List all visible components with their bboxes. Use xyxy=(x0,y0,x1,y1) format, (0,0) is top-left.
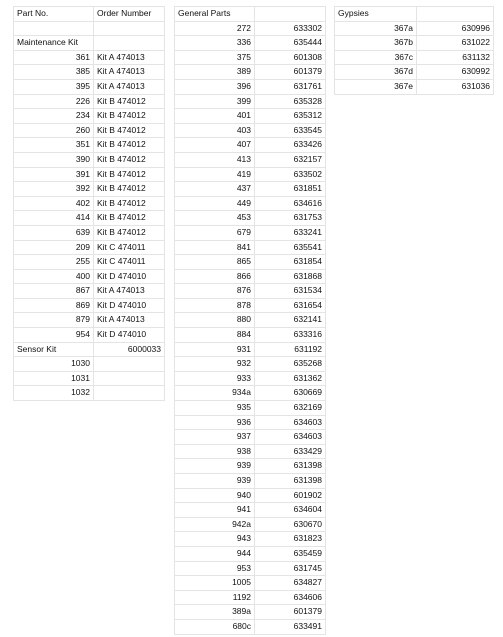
part-no-cell: 944 xyxy=(175,546,255,561)
table-row xyxy=(14,211,165,226)
gypsies-title: Gypsies xyxy=(335,7,417,22)
part-no-cell: 942a xyxy=(175,517,255,532)
order-number-cell: 632157 xyxy=(255,152,326,167)
table-row xyxy=(14,255,165,270)
part-no-cell: 938 xyxy=(175,444,255,459)
table-row xyxy=(175,517,326,532)
table-row xyxy=(175,619,326,634)
table-row xyxy=(14,298,165,313)
part-no-cell: 940 xyxy=(175,488,255,503)
part-no-cell: 395 xyxy=(14,79,94,94)
order-number-cell: 631192 xyxy=(255,342,326,357)
part-no-cell: 407 xyxy=(175,138,255,153)
order-number-cell: 631854 xyxy=(255,255,326,270)
order-number-cell: 631362 xyxy=(255,371,326,386)
sensor-kit-label: Sensor Kit xyxy=(14,342,94,357)
table-row xyxy=(14,123,165,138)
part-no-cell: 375 xyxy=(175,50,255,65)
part-no-cell: 367c xyxy=(335,50,417,65)
part-no-cell: 1031 xyxy=(14,371,94,386)
order-number-cell: 633426 xyxy=(255,138,326,153)
table-row xyxy=(175,459,326,474)
table-row xyxy=(335,36,494,51)
part-no-cell: 437 xyxy=(175,182,255,197)
part-no-cell: 453 xyxy=(175,211,255,226)
order-number-cell: 630670 xyxy=(255,517,326,532)
part-no-cell: 943 xyxy=(175,532,255,547)
part-no-cell: 931 xyxy=(175,342,255,357)
table-row xyxy=(175,444,326,459)
order-number-cell: 631654 xyxy=(255,298,326,313)
part-no-cell: 255 xyxy=(14,255,94,270)
table-row xyxy=(14,328,165,343)
table-row xyxy=(14,357,165,372)
part-no-header: Part No. xyxy=(14,7,94,22)
part-no-cell: 939 xyxy=(175,459,255,474)
order-number-cell: Kit D 474010 xyxy=(94,298,165,313)
part-no-cell: 400 xyxy=(14,269,94,284)
order-number-cell: 633316 xyxy=(255,328,326,343)
table-row xyxy=(14,240,165,255)
part-no-cell: 389 xyxy=(175,65,255,80)
order-number-cell: Kit B 474012 xyxy=(94,196,165,211)
order-number-cell: 631398 xyxy=(255,474,326,489)
order-number-cell: 631753 xyxy=(255,211,326,226)
header-row xyxy=(14,7,165,22)
part-no-cell: 941 xyxy=(175,503,255,518)
table-row xyxy=(175,65,326,80)
table-row xyxy=(175,430,326,445)
order-number-cell: 635444 xyxy=(255,36,326,51)
table-row xyxy=(175,503,326,518)
order-number-cell: 630669 xyxy=(255,386,326,401)
part-no-cell: 879 xyxy=(14,313,94,328)
table-row xyxy=(14,313,165,328)
part-no-cell: 939 xyxy=(175,474,255,489)
part-no-cell: 934a xyxy=(175,386,255,401)
general-parts-title: General Parts xyxy=(175,7,255,22)
table-row xyxy=(14,371,165,386)
kits-table xyxy=(13,6,165,401)
part-no-cell: 419 xyxy=(175,167,255,182)
part-no-cell: 1005 xyxy=(175,576,255,591)
order-number-cell: 635312 xyxy=(255,109,326,124)
part-no-cell: 936 xyxy=(175,415,255,430)
part-no-cell: 260 xyxy=(14,123,94,138)
order-number-cell: 634604 xyxy=(255,503,326,518)
order-number-cell: 631823 xyxy=(255,532,326,547)
table-row xyxy=(175,196,326,211)
part-no-cell: 390 xyxy=(14,152,94,167)
part-no-cell: 336 xyxy=(175,36,255,51)
order-number-cell: 631745 xyxy=(255,561,326,576)
table-row xyxy=(175,211,326,226)
part-no-cell: 953 xyxy=(175,561,255,576)
order-number-cell: Kit D 474010 xyxy=(94,269,165,284)
table-row xyxy=(175,328,326,343)
part-no-cell: 935 xyxy=(175,401,255,416)
order-number-cell: Kit A 474013 xyxy=(94,79,165,94)
order-number-cell: 631398 xyxy=(255,459,326,474)
table-row xyxy=(175,386,326,401)
table-row xyxy=(175,357,326,372)
table-row xyxy=(14,182,165,197)
table-row xyxy=(175,284,326,299)
part-no-cell: 933 xyxy=(175,371,255,386)
table-row xyxy=(14,284,165,299)
part-no-cell: 639 xyxy=(14,225,94,240)
part-no-cell: 866 xyxy=(175,269,255,284)
part-no-cell: 367a xyxy=(335,21,417,36)
part-no-cell: 867 xyxy=(14,284,94,299)
sensor-kit-order-number: 6000033 xyxy=(94,342,165,357)
order-number-cell xyxy=(94,371,165,386)
table-row xyxy=(335,50,494,65)
table-row xyxy=(335,79,494,94)
maintenance-kit-label: Maintenance Kit xyxy=(14,36,94,51)
table-row xyxy=(14,109,165,124)
table-row xyxy=(14,196,165,211)
order-number-cell: 633241 xyxy=(255,225,326,240)
order-number-cell: 601379 xyxy=(255,605,326,620)
part-no-cell: 880 xyxy=(175,313,255,328)
part-no-cell: 869 xyxy=(14,298,94,313)
part-no-cell: 937 xyxy=(175,430,255,445)
blank-row xyxy=(14,21,165,36)
part-no-cell: 396 xyxy=(175,79,255,94)
part-no-cell: 1030 xyxy=(14,357,94,372)
order-number-cell: 635541 xyxy=(255,240,326,255)
table-row xyxy=(14,138,165,153)
order-number-cell: 601902 xyxy=(255,488,326,503)
order-number-cell: 631761 xyxy=(255,79,326,94)
part-no-cell: 1192 xyxy=(175,590,255,605)
table-row xyxy=(175,240,326,255)
table-row xyxy=(175,225,326,240)
table-row xyxy=(14,269,165,284)
part-no-cell: 361 xyxy=(14,50,94,65)
gypsies-table xyxy=(334,6,494,95)
table-row xyxy=(175,561,326,576)
table-row xyxy=(14,167,165,182)
table-row xyxy=(175,415,326,430)
part-no-cell: 399 xyxy=(175,94,255,109)
part-no-cell: 389a xyxy=(175,605,255,620)
order-number-cell: 630996 xyxy=(417,21,494,36)
part-no-cell: 272 xyxy=(175,21,255,36)
order-number-cell: 635459 xyxy=(255,546,326,561)
part-no-cell: 367b xyxy=(335,36,417,51)
table-row xyxy=(175,109,326,124)
order-number-cell: 634616 xyxy=(255,196,326,211)
table-row xyxy=(14,386,165,401)
section-row xyxy=(14,36,165,51)
order-number-cell: 633302 xyxy=(255,21,326,36)
part-no-cell: 401 xyxy=(175,109,255,124)
part-no-cell: 884 xyxy=(175,328,255,343)
order-number-cell: 634603 xyxy=(255,415,326,430)
order-number-cell: 601308 xyxy=(255,50,326,65)
table-row xyxy=(175,576,326,591)
table-row xyxy=(175,79,326,94)
order-number-cell: 631534 xyxy=(255,284,326,299)
part-no-cell: 351 xyxy=(14,138,94,153)
part-no-cell: 841 xyxy=(175,240,255,255)
table-row xyxy=(175,590,326,605)
table-row xyxy=(14,152,165,167)
order-number-cell: Kit A 474013 xyxy=(94,284,165,299)
order-number-cell: 630992 xyxy=(417,65,494,80)
table-row xyxy=(175,167,326,182)
table-row xyxy=(175,50,326,65)
part-no-cell: 226 xyxy=(14,94,94,109)
table-row xyxy=(175,532,326,547)
part-no-cell: 391 xyxy=(14,167,94,182)
order-number-cell: 631036 xyxy=(417,79,494,94)
order-number-cell: Kit B 474012 xyxy=(94,138,165,153)
order-number-cell: 633491 xyxy=(255,619,326,634)
part-no-cell: 680c xyxy=(175,619,255,634)
table-row xyxy=(175,546,326,561)
part-no-cell: 449 xyxy=(175,196,255,211)
part-no-cell: 367d xyxy=(335,65,417,80)
order-number-cell xyxy=(94,386,165,401)
table-row xyxy=(175,138,326,153)
part-no-cell: 865 xyxy=(175,255,255,270)
part-no-cell: 954 xyxy=(14,328,94,343)
table-row xyxy=(175,474,326,489)
table-row xyxy=(175,371,326,386)
table-row xyxy=(175,182,326,197)
order-number-cell: 632169 xyxy=(255,401,326,416)
table-row xyxy=(175,94,326,109)
table-row xyxy=(175,152,326,167)
order-number-cell: 635268 xyxy=(255,357,326,372)
order-number-cell: Kit B 474012 xyxy=(94,152,165,167)
order-number-cell: 601379 xyxy=(255,65,326,80)
order-number-cell: Kit C 474011 xyxy=(94,255,165,270)
table-row xyxy=(14,225,165,240)
table-row xyxy=(14,94,165,109)
table-row xyxy=(175,605,326,620)
order-number-header: Order Number xyxy=(94,7,165,22)
part-no-cell: 392 xyxy=(14,182,94,197)
part-no-cell: 403 xyxy=(175,123,255,138)
order-number-cell: Kit C 474011 xyxy=(94,240,165,255)
table-row xyxy=(14,65,165,80)
part-no-cell: 209 xyxy=(14,240,94,255)
table-row xyxy=(175,255,326,270)
order-number-cell: 631132 xyxy=(417,50,494,65)
order-number-cell: Kit A 474013 xyxy=(94,313,165,328)
order-number-cell: Kit B 474012 xyxy=(94,182,165,197)
order-number-cell: 631022 xyxy=(417,36,494,51)
order-number-cell: 632141 xyxy=(255,313,326,328)
table-row xyxy=(175,123,326,138)
table-row xyxy=(175,342,326,357)
order-number-cell: Kit B 474012 xyxy=(94,109,165,124)
order-number-cell: Kit B 474012 xyxy=(94,94,165,109)
order-number-cell: 633429 xyxy=(255,444,326,459)
table-row xyxy=(175,488,326,503)
order-number-cell: 635328 xyxy=(255,94,326,109)
section-row xyxy=(14,342,165,357)
table-row xyxy=(175,401,326,416)
table-row xyxy=(175,36,326,51)
order-number-cell: Kit B 474012 xyxy=(94,211,165,226)
order-number-cell: Kit B 474012 xyxy=(94,225,165,240)
part-no-cell: 385 xyxy=(14,65,94,80)
order-number-cell: 633545 xyxy=(255,123,326,138)
order-number-cell: 631868 xyxy=(255,269,326,284)
part-no-cell: 1032 xyxy=(14,386,94,401)
order-number-cell: Kit A 474013 xyxy=(94,50,165,65)
table-row xyxy=(175,298,326,313)
table-row xyxy=(335,21,494,36)
table-row xyxy=(175,21,326,36)
title-row xyxy=(335,7,494,22)
order-number-cell: 634606 xyxy=(255,590,326,605)
part-no-cell: 932 xyxy=(175,357,255,372)
general-parts-table xyxy=(174,6,326,635)
part-no-cell: 679 xyxy=(175,225,255,240)
order-number-cell: 634603 xyxy=(255,430,326,445)
table-row xyxy=(14,50,165,65)
part-no-cell: 367e xyxy=(335,79,417,94)
title-row xyxy=(175,7,326,22)
order-number-cell: Kit D 474010 xyxy=(94,328,165,343)
order-number-cell xyxy=(94,357,165,372)
order-number-cell: 633502 xyxy=(255,167,326,182)
order-number-cell: Kit B 474012 xyxy=(94,167,165,182)
order-number-cell: 634827 xyxy=(255,576,326,591)
part-no-cell: 414 xyxy=(14,211,94,226)
part-no-cell: 876 xyxy=(175,284,255,299)
part-no-cell: 413 xyxy=(175,152,255,167)
order-number-cell: 631851 xyxy=(255,182,326,197)
order-number-cell: Kit A 474013 xyxy=(94,65,165,80)
table-row xyxy=(335,65,494,80)
order-number-cell: Kit B 474012 xyxy=(94,123,165,138)
part-no-cell: 234 xyxy=(14,109,94,124)
part-no-cell: 402 xyxy=(14,196,94,211)
table-row xyxy=(175,313,326,328)
table-row xyxy=(14,79,165,94)
table-row xyxy=(175,269,326,284)
part-no-cell: 878 xyxy=(175,298,255,313)
